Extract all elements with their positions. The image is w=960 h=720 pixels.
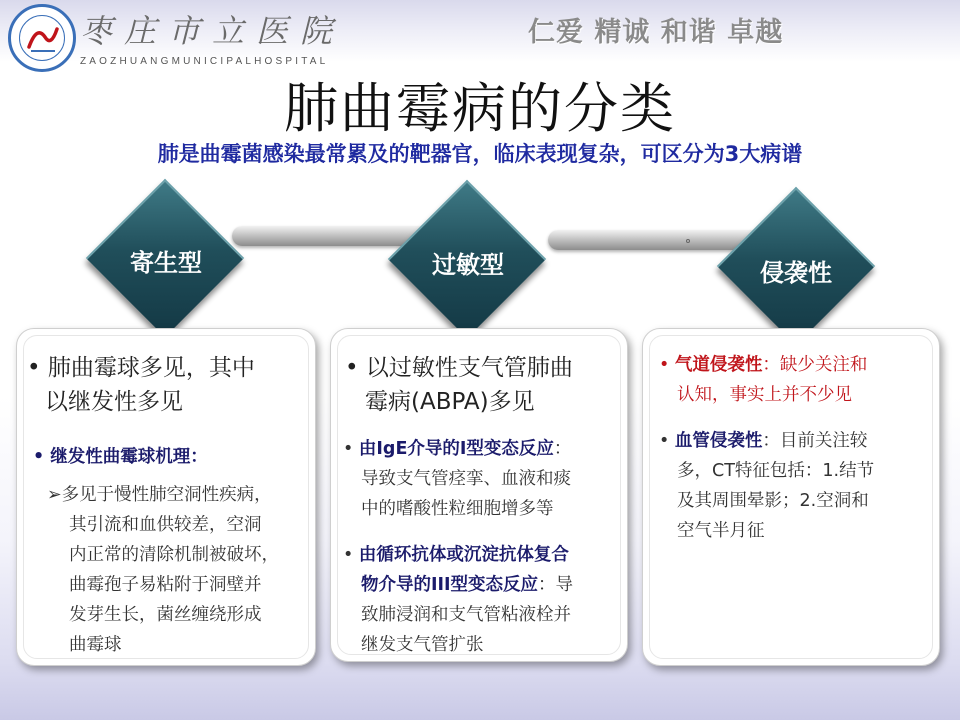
content-box-allergic [330,328,628,662]
content-box-parasitic [16,328,316,666]
slide-subtitle: 肺是曲霉菌感染最常累及的靶器官，临床表现复杂，可区分为3大病谱 [157,142,803,166]
list-item: 其引流和血供较差，空洞 [69,515,262,535]
list-item: ➢多见于慢性肺空洞性疾病， [47,485,272,505]
list-item: 以继发性多见 [45,389,183,415]
list-item: 空气半月征 [677,521,765,541]
list-item: 致肺浸润和支气管粘液栓并 [361,605,571,625]
list-item: 中的嗜酸性粒细胞增多等 [361,499,554,519]
list-item: 及其周围晕影；2.空洞和 [677,491,869,511]
category-label-invasive: 侵袭性 [760,259,832,287]
list-item: 多，CT特征包括：1.结节 [677,461,875,481]
bar-dot [686,239,690,243]
list-item: 内正常的清除机制被破坏， [69,545,279,565]
list-item: 曲霉球 [69,635,122,655]
slide-title: 肺曲霉病的分类 [284,77,676,140]
category-label-allergic: 过敏型 [432,251,504,279]
content-box-invasive [642,328,940,666]
list-item: 继发支气管扩张 [361,635,484,655]
list-item: • 由IgE介导的I型变态反应： [343,439,572,459]
list-item: 霉病(ABPA)多见 [365,389,535,415]
list-item: • 血管侵袭性：目前关注较 [659,431,868,451]
arrow-bullet-icon: ➢ [47,485,62,505]
hospital-motto: 仁爱 精诚 和谐 卓越 [528,17,784,48]
list-item: • 肺曲霉球多见，其中 [27,355,255,381]
list-item: 导致支气管痉挛、血液和痰 [361,469,571,489]
list-item: • 以过敏性支气管肺曲 [345,355,573,381]
list-item: 认知，事实上并不少见 [677,385,852,405]
hospital-name-en: ZAOZHUANGMUNICIPALHOSPITAL [80,56,329,67]
list-item: • 由循环抗体或沉淀抗体复合 [343,545,569,565]
list-item: • 继发性曲霉球机理： [33,447,208,467]
category-label-parasitic: 寄生型 [130,249,202,277]
hospital-logo [8,4,76,72]
list-item: 曲霉孢子易粘附于洞壁并 [69,575,262,595]
list-item: 物介导的III型变态反应：导 [361,575,574,595]
list-item: • 气道侵袭性：缺少关注和 [659,355,868,375]
hospital-name: 枣庄市立医院 [80,12,345,50]
list-item: 发芽生长，菌丝缠绕形成 [69,605,262,625]
